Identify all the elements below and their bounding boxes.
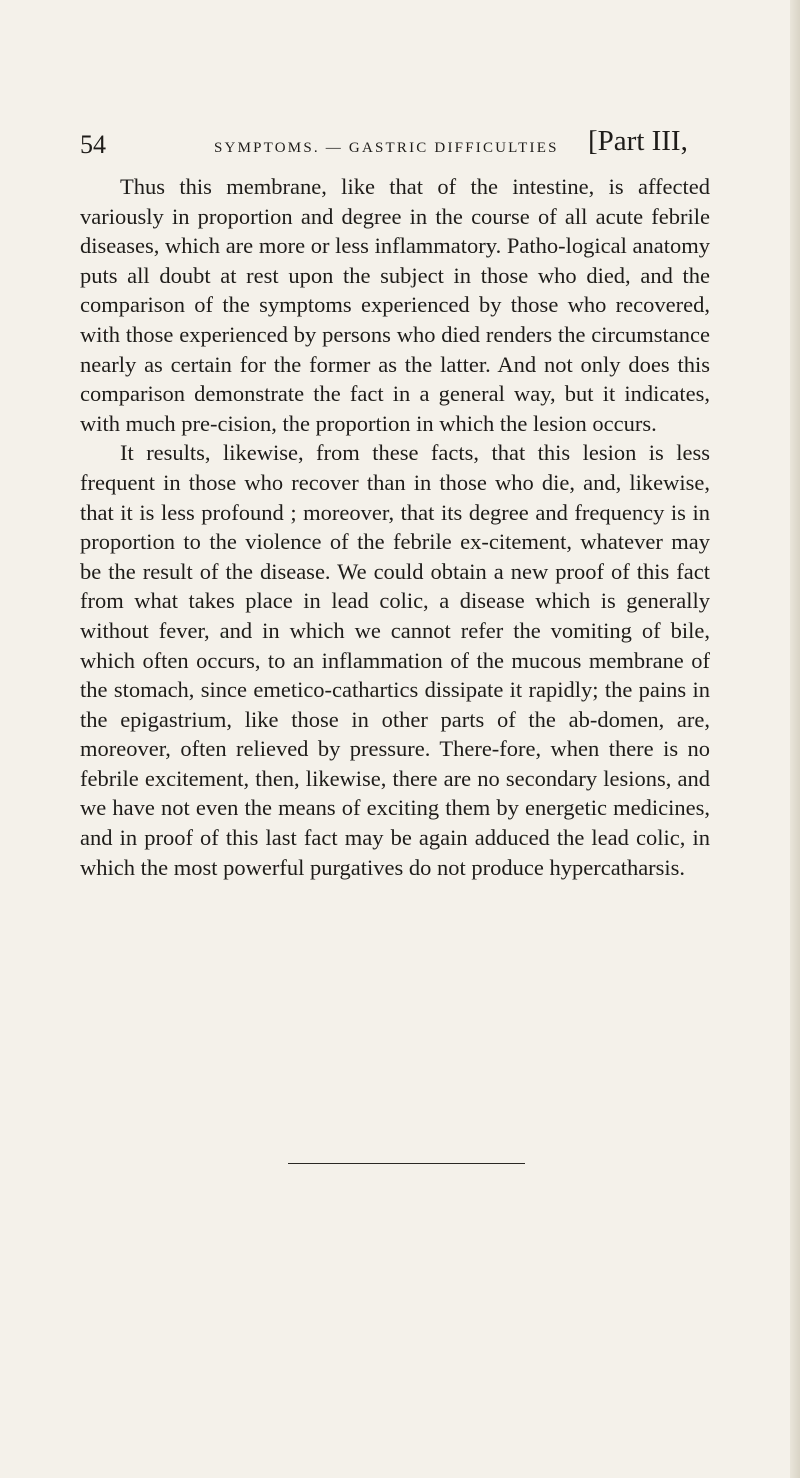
page-number: 54: [80, 130, 106, 159]
running-head-part: [Part III,: [588, 125, 688, 157]
section-end-rule: [288, 1163, 525, 1164]
paragraph-2: It results, likewise, from these facts, that this lesion is less frequent in those who recover than in those who die, and, likewise, that it is less profound ; moreover, that its degree and frequency is in proportion to the violence of the febrile ex-citement, whatever may be the result of the disease. We could obtain a new proof of this fact from what takes place in lead colic, a disease which is generally without fever, and in which we cannot refer the vomiting of bile, which often occurs, to an inflammation of the mucous membrane of the stomach, since emetico-cathartics dissipate it rapidly; the pains in the epigastrium, like those in other parts of the ab-domen, are, moreover, often relieved by pressure. There-fore, when there is no febrile excitement, then, likewise, there are no secondary lesions, and we have not even the means of exciting them by energetic medicines, and in proof of this last fact may be again adduced the lead colic, in which the most powerful purgatives do not produce hypercatharsis.: [80, 440, 710, 880]
running-head: [80, 118, 710, 158]
paragraph-1: Thus this membrane, like that of the intestine, is affected variously in proportion and degree in the course of all acute febrile diseases, which are more or less inflammatory. Patho-logical anatomy puts all doubt at rest upon the subject in those who died, and the comparison of the symptoms experienced by those who recovered, with those experienced by persons who died renders the circumstance nearly as certain for the former as the latter. And not only does this comparison demonstrate the fact in a general way, but it indicates, with much pre-cision, the proportion in which the lesion occurs.: [80, 174, 710, 436]
page-edge: [790, 0, 800, 1478]
running-head-title: SYMPTOMS. — GASTRIC DIFFICULTIES: [214, 140, 559, 156]
body-text: [80, 172, 710, 882]
